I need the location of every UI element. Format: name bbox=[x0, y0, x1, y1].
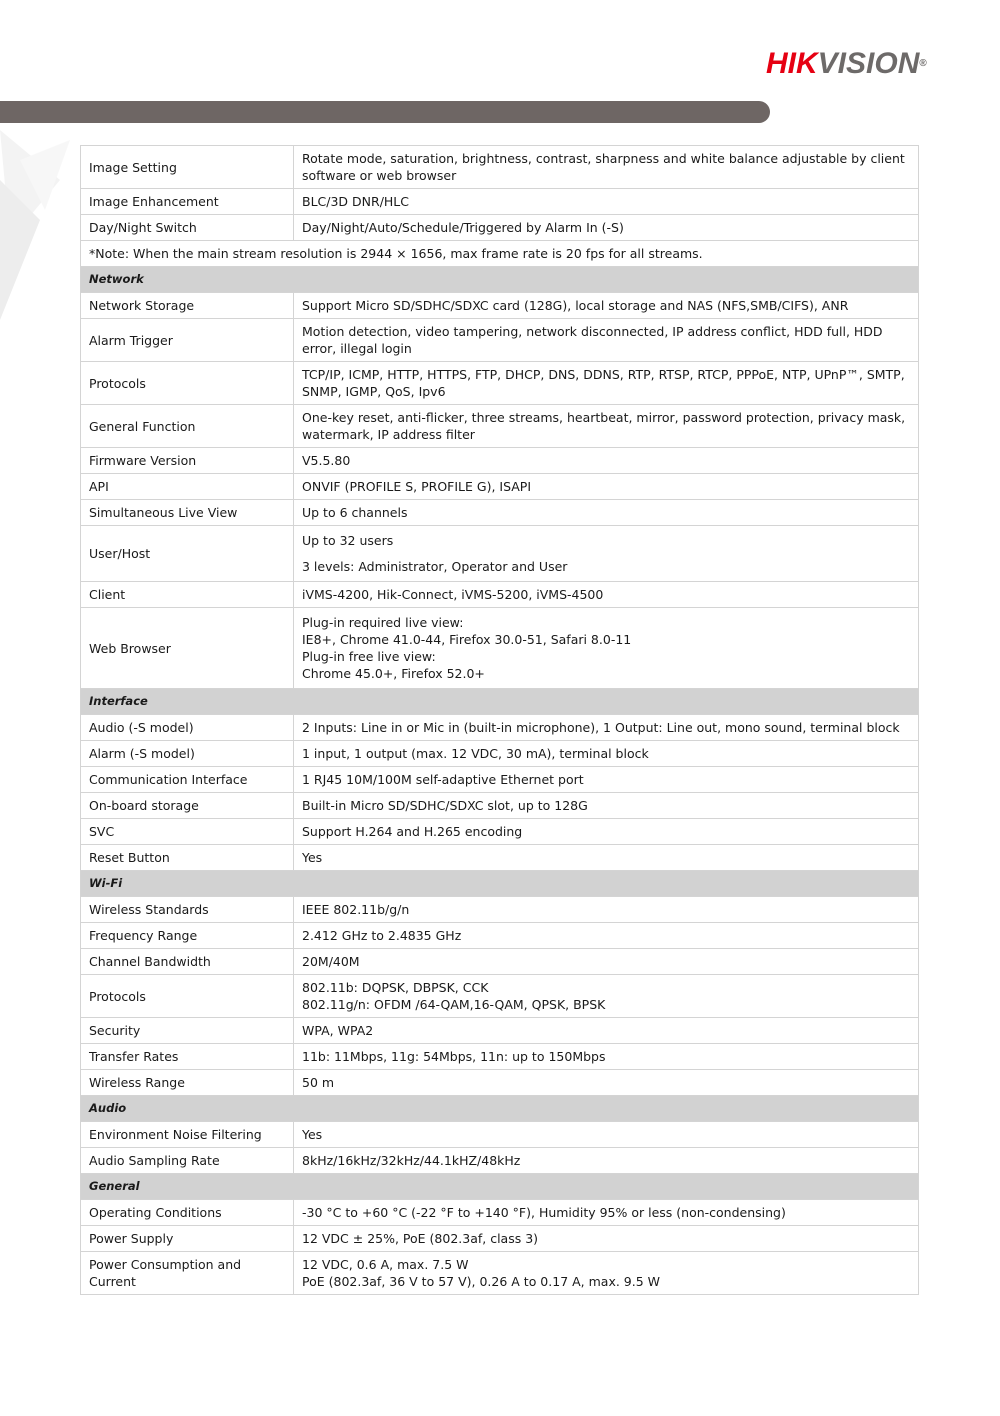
spec-row bbox=[81, 949, 919, 975]
spec-value-line: IEEE 802.11b/g/n bbox=[302, 902, 410, 917]
spec-label: Environment Noise Filtering bbox=[81, 1122, 294, 1148]
spec-value bbox=[294, 1226, 919, 1252]
spec-row bbox=[81, 819, 919, 845]
spec-row bbox=[81, 293, 919, 319]
section-title: Audio bbox=[81, 1096, 919, 1122]
spec-table bbox=[80, 145, 919, 1295]
spec-value-line: Support H.264 and H.265 encoding bbox=[302, 824, 523, 839]
spec-value bbox=[294, 293, 919, 319]
spec-value-line: Yes bbox=[302, 1127, 323, 1142]
spec-value bbox=[294, 405, 919, 448]
spec-value-line: One-key reset, anti-flicker, three streams, heartbeat, mirror, password protection, privacy mask, watermark, IP address filter bbox=[302, 410, 906, 442]
spec-row bbox=[81, 1122, 919, 1148]
spec-value bbox=[294, 500, 919, 526]
spec-value bbox=[294, 975, 919, 1018]
spec-value-line: -30 °C to +60 °C (-22 °F to +140 °F), Humidity 95% or less (non-condensing) bbox=[302, 1205, 786, 1220]
spec-label: Simultaneous Live View bbox=[81, 500, 294, 526]
spec-row bbox=[81, 897, 919, 923]
spec-value-line: IE8+, Chrome 41.0-44, Firefox 30.0-51, Safari 8.0-11 bbox=[302, 632, 632, 647]
spec-value-line: 2.412 GHz to 2.4835 GHz bbox=[302, 928, 462, 943]
section-header bbox=[81, 689, 919, 715]
spec-label: Firmware Version bbox=[81, 448, 294, 474]
section-header bbox=[81, 267, 919, 293]
header-band bbox=[0, 101, 770, 123]
spec-row bbox=[81, 189, 919, 215]
spec-label: Network Storage bbox=[81, 293, 294, 319]
spec-label: On-board storage bbox=[81, 793, 294, 819]
spec-value bbox=[294, 897, 919, 923]
note-row bbox=[81, 241, 919, 267]
spec-row bbox=[81, 362, 919, 405]
spec-value-line: Up to 32 users bbox=[302, 533, 394, 548]
spec-label: Communication Interface bbox=[81, 767, 294, 793]
spec-value bbox=[294, 949, 919, 975]
spec-value-line: TCP/IP, ICMP, HTTP, HTTPS, FTP, DHCP, DNS, DDNS, RTP, RTSP, RTCP, PPPoE, NTP, UPnP™, SMTP, SNMP, IGMP, QoS, Ipv6 bbox=[302, 367, 905, 399]
spec-label: Alarm Trigger bbox=[81, 319, 294, 362]
spec-row bbox=[81, 1044, 919, 1070]
spec-value-line: 11b: 11Mbps, 11g: 54Mbps, 11n: up to 150Mbps bbox=[302, 1049, 606, 1064]
spec-value bbox=[294, 146, 919, 189]
section-title: Network bbox=[81, 267, 919, 293]
spec-label: Transfer Rates bbox=[81, 1044, 294, 1070]
spec-label: Image Setting bbox=[81, 146, 294, 189]
spec-value-line: 12 VDC ± 25%, PoE (802.3af, class 3) bbox=[302, 1231, 539, 1246]
spec-value bbox=[294, 362, 919, 405]
spec-row bbox=[81, 975, 919, 1018]
spec-value bbox=[294, 923, 919, 949]
spec-label: Security bbox=[81, 1018, 294, 1044]
spec-value-line: Plug-in free live view: bbox=[302, 649, 436, 664]
spec-label: Alarm (-S model) bbox=[81, 741, 294, 767]
spec-value-line: Rotate mode, saturation, brightness, contrast, sharpness and white balance adjustable by client software or web browser bbox=[302, 151, 905, 183]
spec-value bbox=[294, 741, 919, 767]
hikvision-logo bbox=[766, 46, 956, 82]
spec-value bbox=[294, 474, 919, 500]
spec-row bbox=[81, 582, 919, 608]
spec-label: Web Browser bbox=[81, 608, 294, 689]
spec-value-line: Chrome 45.0+, Firefox 52.0+ bbox=[302, 666, 485, 681]
spec-row bbox=[81, 608, 919, 689]
spec-label: Channel Bandwidth bbox=[81, 949, 294, 975]
spec-row bbox=[81, 845, 919, 871]
spec-value-line: Motion detection, video tampering, network disconnected, IP address conflict, HDD full, HDD error, illegal login bbox=[302, 324, 883, 356]
spec-row bbox=[81, 146, 919, 189]
logo-vision: VISION bbox=[817, 47, 920, 80]
spec-label: SVC bbox=[81, 819, 294, 845]
spec-value-line: PoE (802.3af, 36 V to 57 V), 0.26 A to 0.17 A, max. 9.5 W bbox=[302, 1274, 661, 1289]
spec-value-line: 2 Inputs: Line in or Mic in (built-in microphone), 1 Output: Line out, mono sound, terminal block bbox=[302, 720, 900, 735]
spec-label: Client bbox=[81, 582, 294, 608]
spec-value bbox=[294, 1070, 919, 1096]
spec-value-line: Support Micro SD/SDHC/SDXC card (128G), local storage and NAS (NFS,SMB/CIFS), ANR bbox=[302, 298, 849, 313]
spec-row bbox=[81, 767, 919, 793]
spec-row bbox=[81, 1148, 919, 1174]
spec-value-line: 12 VDC, 0.6 A, max. 7.5 W bbox=[302, 1257, 469, 1272]
spec-value-line: 50 m bbox=[302, 1075, 335, 1090]
spec-label: General Function bbox=[81, 405, 294, 448]
section-title: Wi-Fi bbox=[81, 871, 919, 897]
section-header bbox=[81, 871, 919, 897]
spec-value bbox=[294, 845, 919, 871]
spec-value bbox=[294, 767, 919, 793]
spec-label: Day/Night Switch bbox=[81, 215, 294, 241]
spec-row bbox=[81, 215, 919, 241]
spec-label: API bbox=[81, 474, 294, 500]
spec-label: Protocols bbox=[81, 975, 294, 1018]
section-title: Interface bbox=[81, 689, 919, 715]
spec-row bbox=[81, 793, 919, 819]
spec-value bbox=[294, 215, 919, 241]
spec-label: User/Host bbox=[81, 526, 294, 582]
section-header bbox=[81, 1096, 919, 1122]
spec-value-line: Built-in Micro SD/SDHC/SDXC slot, up to 128G bbox=[302, 798, 588, 813]
spec-value-line: 1 input, 1 output (max. 12 VDC, 30 mA), terminal block bbox=[302, 746, 649, 761]
spec-value-line: 1 RJ45 10M/100M self-adaptive Ethernet port bbox=[302, 772, 584, 787]
spec-value bbox=[294, 319, 919, 362]
spec-value bbox=[294, 715, 919, 741]
section-header bbox=[81, 1174, 919, 1200]
spec-value bbox=[294, 189, 919, 215]
spec-value-line: Up to 6 channels bbox=[302, 505, 408, 520]
spec-value-line: WPA, WPA2 bbox=[302, 1023, 374, 1038]
spec-value bbox=[294, 793, 919, 819]
spec-value-line: V5.5.80 bbox=[302, 453, 351, 468]
spec-row bbox=[81, 1226, 919, 1252]
spec-label: Protocols bbox=[81, 362, 294, 405]
spec-row bbox=[81, 1200, 919, 1226]
spec-row bbox=[81, 741, 919, 767]
decorative-triangles bbox=[0, 120, 80, 320]
spec-value bbox=[294, 1044, 919, 1070]
spec-value bbox=[294, 1018, 919, 1044]
spec-value-line: 8kHz/16kHz/32kHz/44.1kHZ/48kHz bbox=[302, 1153, 521, 1168]
spec-value bbox=[294, 1148, 919, 1174]
spec-row bbox=[81, 474, 919, 500]
spec-label: Operating Conditions bbox=[81, 1200, 294, 1226]
spec-label: Image Enhancement bbox=[81, 189, 294, 215]
spec-value-line: BLC/3D DNR/HLC bbox=[302, 194, 409, 209]
spec-row bbox=[81, 1252, 919, 1295]
spec-value bbox=[294, 608, 919, 689]
spec-value bbox=[294, 1200, 919, 1226]
spec-value bbox=[294, 448, 919, 474]
spec-label: Power Supply bbox=[81, 1226, 294, 1252]
spec-value bbox=[294, 819, 919, 845]
spec-label: Audio (-S model) bbox=[81, 715, 294, 741]
spec-row bbox=[81, 405, 919, 448]
spec-row bbox=[81, 319, 919, 362]
spec-label: Power Consumption and Current bbox=[81, 1252, 294, 1295]
spec-value bbox=[294, 582, 919, 608]
spec-value-line: 20M/40M bbox=[302, 954, 360, 969]
spec-value bbox=[294, 526, 919, 582]
spec-value-line: iVMS-4200, Hik-Connect, iVMS-5200, iVMS-4500 bbox=[302, 587, 604, 602]
spec-row bbox=[81, 1070, 919, 1096]
spec-value-line: 802.11g/n: OFDM /64-QAM,16-QAM, QPSK, BPSK bbox=[302, 997, 606, 1012]
spec-label: Frequency Range bbox=[81, 923, 294, 949]
spec-row bbox=[81, 500, 919, 526]
spec-value bbox=[294, 1252, 919, 1295]
section-title: General bbox=[81, 1174, 919, 1200]
spec-value bbox=[294, 1122, 919, 1148]
spec-value-line: 3 levels: Administrator, Operator and User bbox=[302, 559, 568, 574]
spec-row bbox=[81, 715, 919, 741]
logo-registered-mark: ® bbox=[919, 58, 927, 69]
spec-row bbox=[81, 1018, 919, 1044]
spec-label: Audio Sampling Rate bbox=[81, 1148, 294, 1174]
spec-row bbox=[81, 923, 919, 949]
note-text: *Note: When the main stream resolution is 2944 × 1656, max frame rate is 20 fps for all streams. bbox=[81, 241, 919, 267]
spec-value-line: Plug-in required live view: bbox=[302, 615, 464, 630]
spec-row bbox=[81, 448, 919, 474]
logo-hik: HIK bbox=[766, 47, 818, 80]
spec-label: Reset Button bbox=[81, 845, 294, 871]
spec-label: Wireless Range bbox=[81, 1070, 294, 1096]
spec-row bbox=[81, 526, 919, 582]
spec-value-line: 802.11b: DQPSK, DBPSK, CCK bbox=[302, 980, 489, 995]
spec-value-line: Yes bbox=[302, 850, 323, 865]
spec-label: Wireless Standards bbox=[81, 897, 294, 923]
spec-value-line: ONVIF (PROFILE S, PROFILE G), ISAPI bbox=[302, 479, 532, 494]
spec-value-line: Day/Night/Auto/Schedule/Triggered by Alarm In (-S) bbox=[302, 220, 624, 235]
